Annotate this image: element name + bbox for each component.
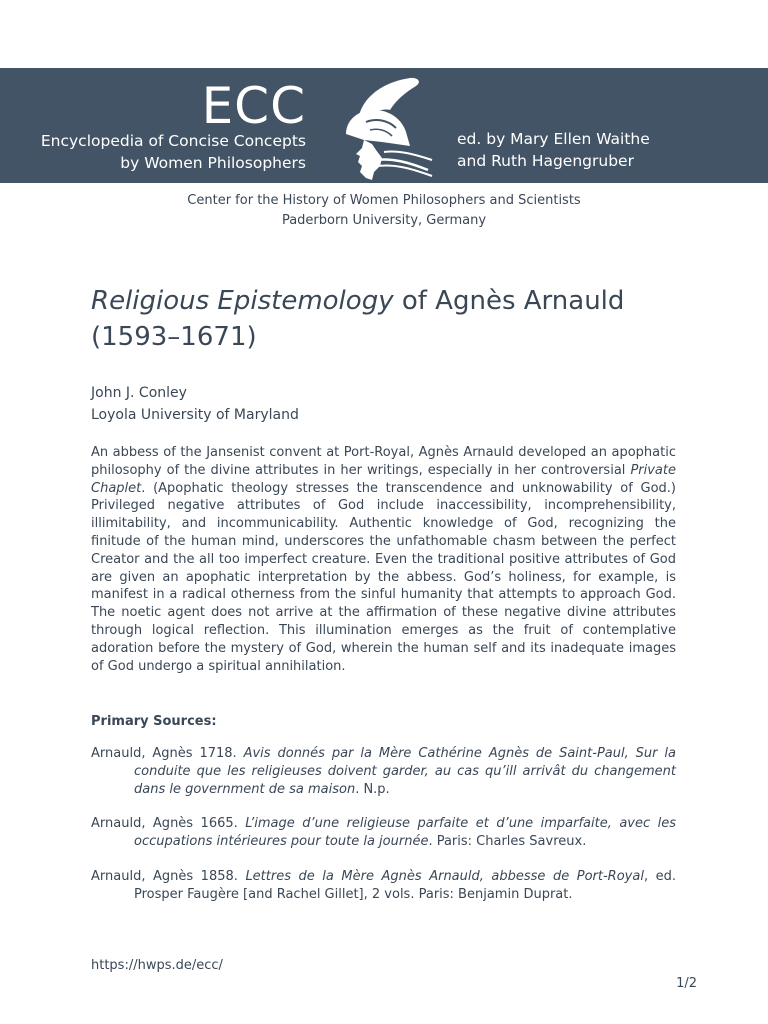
- subtitle-line-2: by Women Philosophers: [120, 154, 306, 172]
- editors: [457, 128, 650, 172]
- reference-lead: Arnauld, Agnès 1718.: [91, 746, 244, 761]
- reference-title: L’image d’une religieuse parfaite et d’une imparfaite, avec les occupations intérieures pour toute la journée: [134, 816, 676, 850]
- footer-url: https://hwps.de/ecc/: [91, 958, 223, 973]
- reference-lead: Arnauld, Agnès 1858.: [91, 868, 246, 884]
- reference-tail: . Paris: Charles Savreux.: [428, 834, 587, 850]
- encyclopedia-subtitle: [41, 130, 306, 174]
- institution-line-2: Paderborn University, Germany: [281, 213, 487, 228]
- abstract-part-2: . (Apophatic theology stresses the transcendence and unknowability of God.) Privileged negative attributes of God include inaccessibility, incomprehensibility, illimitability, and incommunicability. Authentic knowledge of God, recognizing the finitude of the human mind, underscores the unfathomable chasm between the perfect Creator and the all too imperfect creature. Even the traditional positive attributes of God are given an apophatic interpretation by the abbess. God’s holiness, for example, is manifest in a radical otherness from the sinful humanity that attempts to approach God. The noetic agent does not arrive at the affirmation of these negative divine attributes through logical reflection. This illumination emerges as the fruit of contemplative adoration before the mystery of God, wherein the human self and its inadequate images of God undergo a spiritual annihilation.: [91, 480, 676, 674]
- primary-sources-heading: Primary Sources:: [91, 714, 217, 729]
- institution-line-1: Center for the History of Women Philosophers and Scientists: [187, 193, 581, 208]
- athena-helmet-profile-icon: [336, 74, 436, 184]
- reference-title: Lettres de la Mère Agnès Arnauld, abbesse de Port-Royal: [245, 868, 644, 884]
- author-name: John J. Conley: [91, 385, 187, 401]
- article-title-topic: Religious Epistemology: [91, 286, 394, 316]
- reference-lead: Arnauld, Agnès 1665.: [91, 816, 246, 832]
- editors-line-2: and Ruth Hagengruber: [457, 152, 634, 170]
- subtitle-line-1: Encyclopedia of Concise Concepts: [40, 132, 306, 150]
- author-affiliation: Loyola University of Maryland: [91, 407, 299, 423]
- abstract-part-1: An abbess of the Jansenist convent at Port-Royal, Agnès Arnauld developed an apophatic philosophy of the divine attributes in her writings, especially in her controversial: [91, 445, 676, 478]
- institution-block: [0, 191, 768, 231]
- editors-line-1: ed. by Mary Ellen Waithe: [457, 130, 650, 148]
- article-title: [91, 283, 691, 355]
- reference-item: [91, 745, 676, 798]
- ecc-acronym: ECC: [201, 77, 306, 135]
- reference-tail: , ed. Prosper Faugère [and Rachel Gillet], 2 vols. Paris: Benjamin Duprat.: [134, 868, 677, 902]
- primary-sources-list: [91, 745, 676, 921]
- reference-item: [91, 815, 676, 851]
- author-block: [91, 382, 299, 426]
- reference-title: Avis donnés par la Mère Cathérine Agnès de Saint-Paul, Sur la conduite que les religieuses doivent garder, au cas qu’ill arrivât du changement dans le government de sa maison: [134, 746, 676, 797]
- reference-item: [91, 868, 676, 904]
- header-banner: [0, 68, 768, 183]
- article-title-rest: of Agnès Arnauld (1593–1671): [91, 286, 625, 352]
- page-number: 1/2: [676, 976, 697, 991]
- reference-tail: . N.p.: [355, 781, 390, 797]
- abstract-paragraph: [91, 444, 676, 675]
- abstract-italic-title: Private Chaplet: [91, 462, 676, 496]
